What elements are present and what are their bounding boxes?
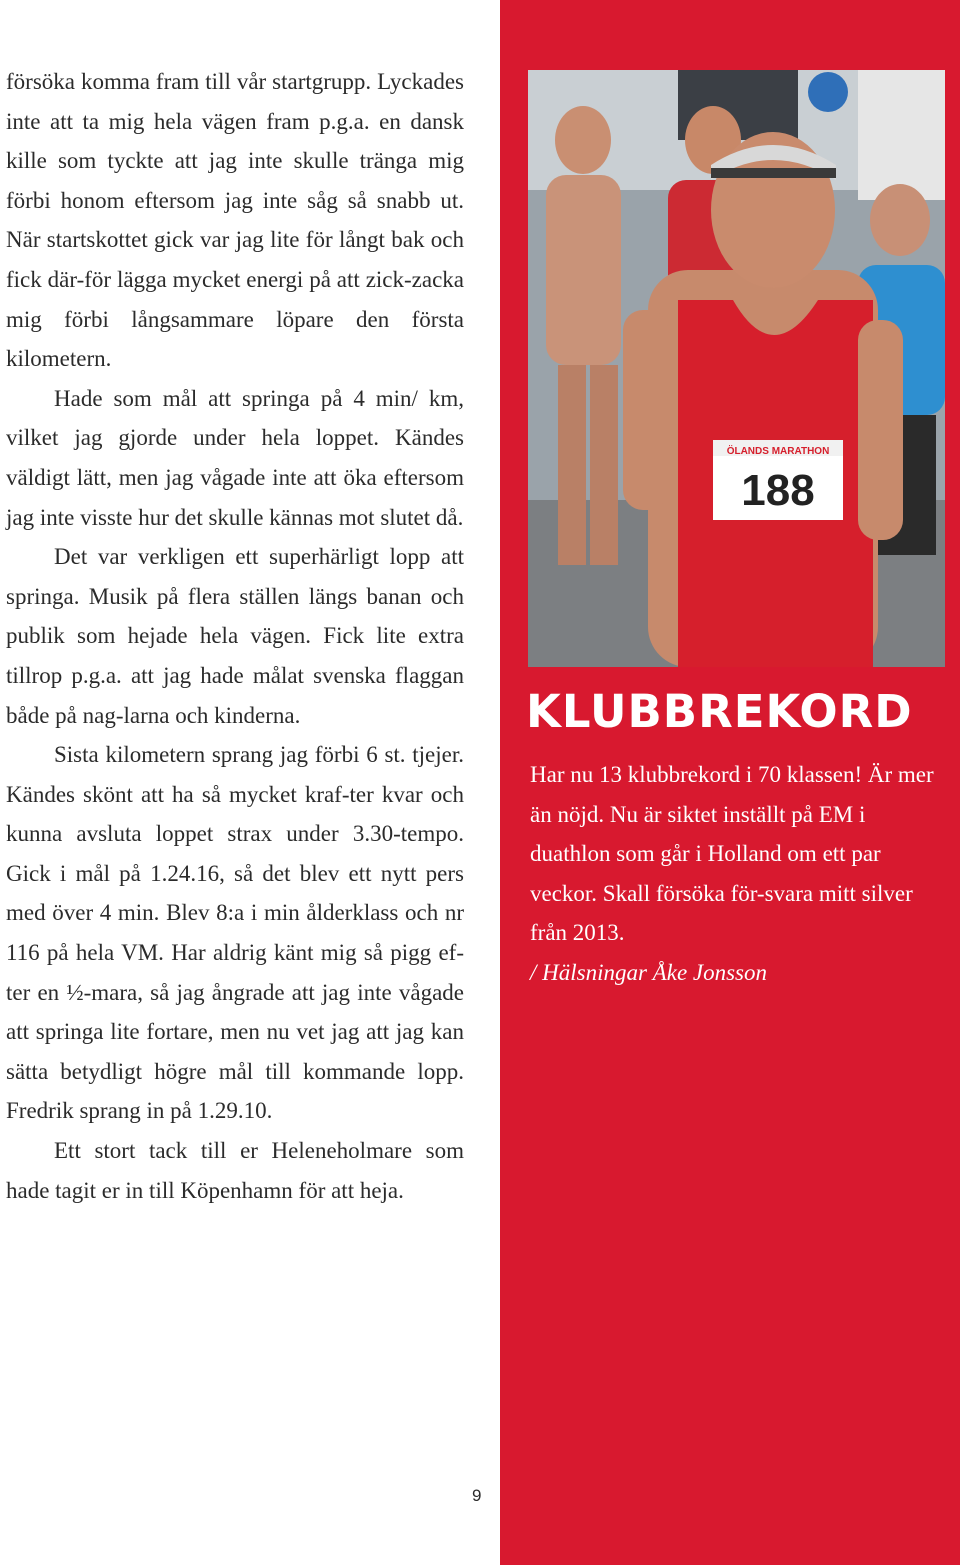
article-paragraph-1: försöka komma fram till vår startgrupp. Lyckades inte att ta mig hela vägen fram p.g.a. en dansk kille som tyckte att jag inte skulle tränga mig förbi honom eftersom jag inte såg så snabb ut. När startskottet gick var jag lite för långt bak och fick där-för lägga mycket energi på att zick-zacka mig förbi långsammare löpare den första kilometern. (6, 69, 464, 372)
article-paragraph-2: Hade som mål att springa på 4 min/ km, vilket jag gjorde under hela loppet. Kändes väldigt lätt, men jag vågade inte att öka eftersom jag inte visste hur det skulle kännas mot slutet då. (6, 385, 464, 530)
sidebar-body (530, 755, 940, 993)
sidebar-paragraph: Har nu 13 klubbrekord i 70 klassen! Är mer än nöjd. Nu är siktet inställt på EM i duathlon som går i Holland om ett par veckor. Skall försöka för-svara mitt silver från 2013. (530, 762, 934, 946)
article-paragraph-5: Ett stort tack till er Heleneholmare som hade tagit er in till Köpenhamn för att heja. (6, 1138, 464, 1203)
sidebar-heading: KLUBBREKORD (526, 685, 913, 738)
article-paragraph-3: Det var verkligen ett superhärligt lopp att springa. Musik på flera ställen längs banan och publik som hejade hela vägen. Fick lite extra tillrop p.g.a. att jag hade målat svenska flaggan både på nag-larna och kinderna. (6, 544, 464, 728)
article-body (6, 62, 464, 1210)
runner-photo (528, 70, 945, 667)
article-paragraph-4: Sista kilometern sprang jag förbi 6 st. tjejer. Kändes skönt att ha så mycket kraf-ter kvar och kunna avsluta loppet strax under 3.30-tempo. Gick i mål på 1.24.16, så det blev ett nytt pers med över 4 min. Blev 8:a i min ålderklass och nr 116 på hela VM. Har aldrig känt mig så pigg ef-ter en ½-mara, så jag ångrade att jag inte vågade att springa lite fortare, men nu vet jag att jag kan sätta betydligt högre mål till kommande lopp. Fredrik sprang in på 1.29.10. (6, 742, 464, 1124)
page-number: 9 (472, 1486, 482, 1505)
bib-number: 188 (741, 466, 815, 515)
sidebar-panel (500, 0, 960, 1565)
bib-caption: ÖLANDS MARATHON (726, 446, 830, 457)
signature: / Hälsningar Åke Jonsson (530, 959, 768, 985)
runner-photo-illustration (528, 70, 945, 667)
